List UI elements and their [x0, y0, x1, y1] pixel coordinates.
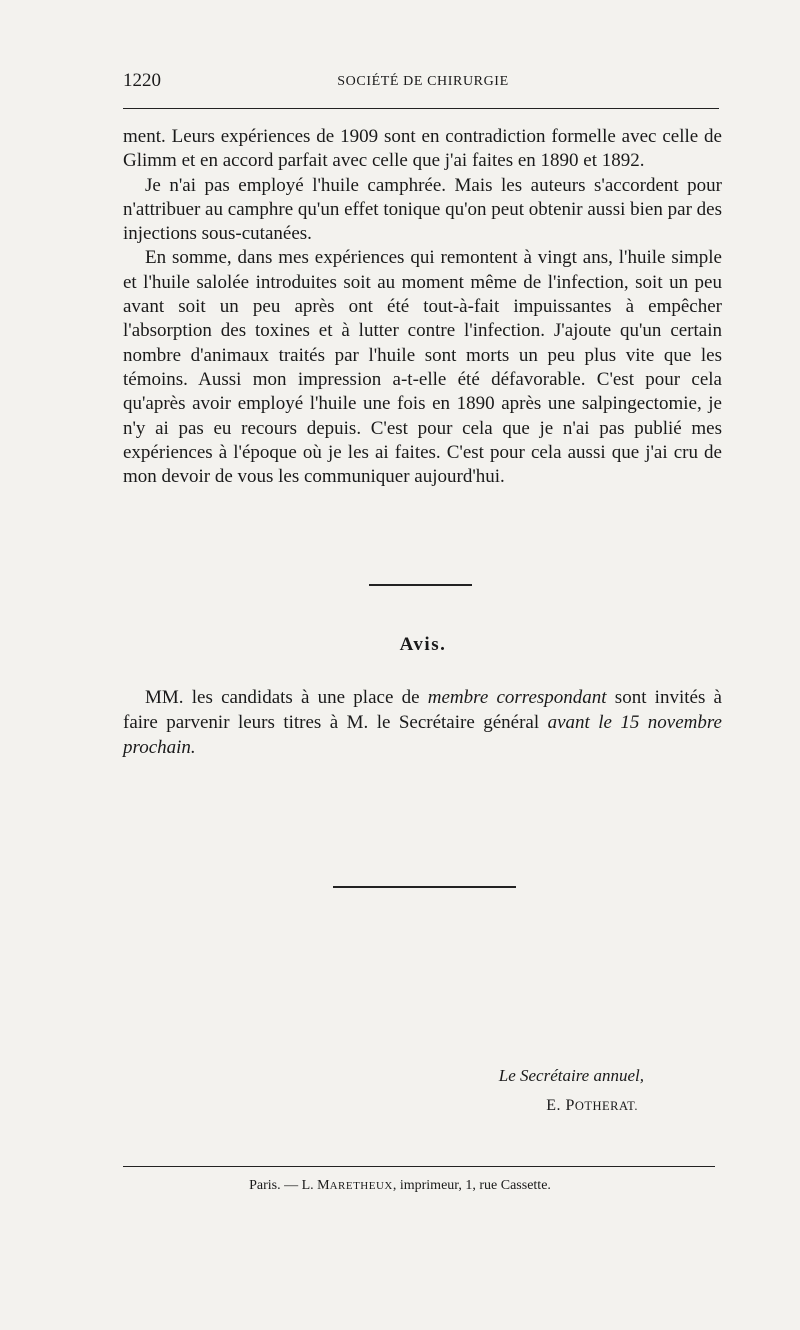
signature-name: [546, 1097, 638, 1115]
paragraph-1: ment. Leurs expériences de 1909 sont en contradiction formelle avec celle de Glimm et en accord parfait avec celle que j'ai faites en 1890 et 1892.: [123, 126, 722, 172]
imprint-city: Paris. — L. M: [249, 1178, 330, 1193]
footer-rule: [123, 1166, 715, 1167]
closing-separator: [333, 886, 516, 888]
paragraph-2: Je n'ai pas employé l'huile camphrée. Mais les auteurs s'accordent pour n'attribuer au camphre qu'un effet tonique qu'on peut obtenir aussi bien par des injections sous-cutanées.: [123, 174, 722, 245]
paragraph-3: En somme, dans mes expériences qui remontent à vingt ans, l'huile simple et l'huile salolée introduites soit au moment même de l'infection, soit un peu avant soit un peu après ont été tout-à-fait impuissantes à empêcher l'absorption des toxines et à lutter contre l'infection. J'ajoute qu'un certain nombre d'animaux traités par l'huile sont morts un peu plus vite que les témoins. Aussi mon impression a-t-elle été défavorable. C'est pour cela qu'après avoir employé l'huile une fois en 1890 après une salpingectomie, je n'y ai pas eu recours depuis. C'est pour cela que je n'ai pas publié mes expériences à l'époque où je les ai faites. C'est pour cela aussi que j'ai cru de mon devoir de vous les communiquer aujourd'hui.: [123, 247, 722, 488]
signature-surname-caps: OTHERAT.: [574, 1099, 638, 1113]
body-text: [123, 125, 722, 489]
notice-text: [123, 685, 722, 760]
imprint-rest: , imprimeur, 1, rue Cassette.: [392, 1178, 551, 1193]
printer-imprint: [0, 1178, 800, 1194]
notice-text-part-3: sont invités à faire parvenir leurs titres à M. le Secrétaire général: [123, 687, 722, 733]
notice-text-italic-2: avant le 15 novembre prochain.: [123, 712, 722, 758]
notice-paragraph: [123, 685, 722, 760]
notice-title: Avis.: [399, 634, 447, 655]
section-separator: [369, 584, 472, 586]
page-number: 1220: [123, 70, 161, 91]
signature-initial: E. P: [546, 1097, 575, 1114]
signature-role: Le Secrétaire annuel,: [498, 1066, 644, 1085]
notice-text-part-1: MM. les candidats à une place de: [145, 687, 428, 708]
notice-text-italic-1: membre correspondant: [427, 687, 607, 708]
imprint-printer-caps: ARETHEUX: [329, 1180, 393, 1192]
running-title: SOCIÉTÉ DE CHIRURGIE: [337, 74, 509, 89]
header-rule: [123, 108, 719, 109]
